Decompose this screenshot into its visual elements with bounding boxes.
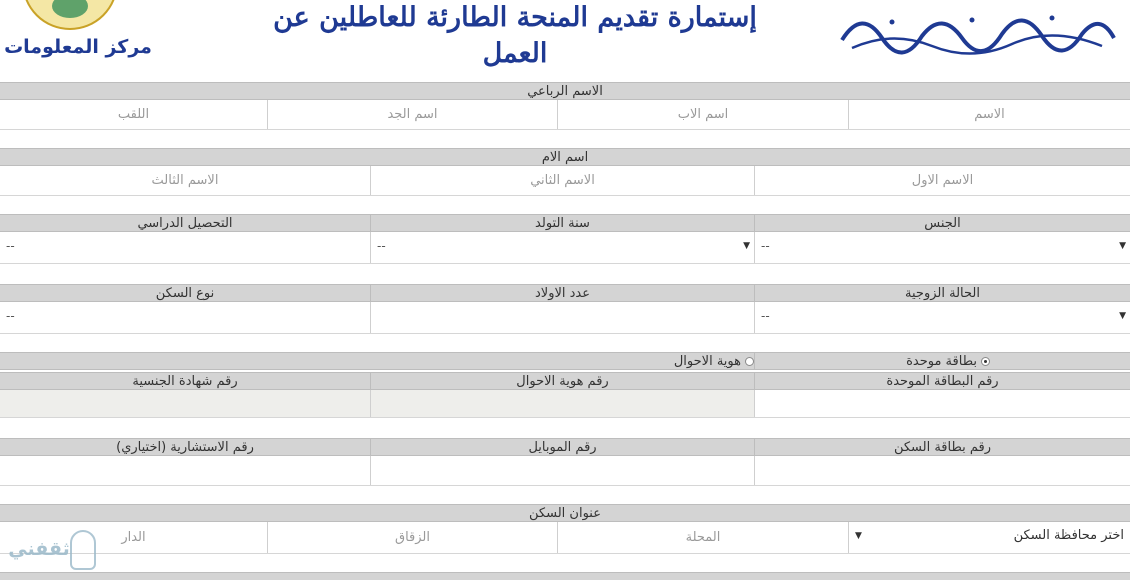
full-name-section-label: الاسم الرباعي — [527, 84, 603, 99]
nationality-cert-number-input[interactable] — [0, 390, 370, 417]
contact-row — [0, 456, 1130, 486]
unified-card-number-wrap — [754, 390, 1130, 417]
residence-card-number-input[interactable] — [755, 456, 1130, 485]
gender-label: الجنس — [754, 215, 1130, 231]
id-type-radio-row — [0, 352, 1130, 370]
surname-input[interactable] — [0, 100, 267, 129]
mother-name-row — [0, 166, 1130, 196]
education-select-value: -- — [6, 239, 15, 253]
mother-second-name-input[interactable] — [371, 166, 754, 195]
education-label: التحصيل الدراسي — [137, 216, 233, 231]
birth-year-select[interactable] — [370, 232, 754, 263]
contact-labels — [0, 438, 1130, 456]
unified-card-number-input[interactable] — [755, 390, 1130, 417]
governorate-chevron-down-icon: ▼ — [855, 531, 862, 541]
next-section-header — [0, 572, 1130, 580]
family-labels — [0, 284, 1130, 302]
mother-third-name-input[interactable] — [0, 166, 370, 195]
ministry-logo — [832, 0, 1122, 58]
info-center-emblem-icon — [22, 0, 118, 30]
residence-row — [0, 522, 1130, 554]
civil-id-radio-label: هوية الاحوال — [673, 354, 741, 369]
demographics-row — [0, 232, 1130, 264]
mobile-number-input[interactable] — [371, 456, 754, 485]
consultancy-number-label: رقم الاستشارية (اختياري) — [116, 440, 254, 455]
grandfather-name-input[interactable] — [268, 100, 557, 129]
surname-field-wrap — [0, 100, 267, 129]
mother-name-section-label: اسم الام — [541, 150, 589, 165]
full-name-row — [0, 100, 1130, 130]
alley-input[interactable] — [268, 522, 557, 553]
residence-section-header — [0, 504, 1130, 522]
first-name-field-wrap — [848, 100, 1130, 129]
gender-select-value: -- — [761, 239, 770, 253]
mother-second-name-wrap — [370, 166, 754, 195]
housing-type-label: نوع السكن — [155, 286, 215, 301]
form-title: إستمارة تقديم المنحة الطارئة للعاطلين عن العمل — [273, 2, 757, 69]
education-select[interactable] — [0, 232, 370, 263]
marital-chevron-down-icon: ▼ — [1119, 311, 1126, 321]
mother-first-name-input[interactable] — [755, 166, 1130, 195]
birth-year-chevron-down-icon: ▼ — [743, 241, 750, 251]
mobile-number-wrap — [370, 456, 754, 485]
housing-type-select[interactable] — [0, 302, 370, 333]
demographics-labels — [0, 214, 1130, 232]
nationality-cert-number-wrap — [0, 390, 370, 417]
mother-name-section-header — [0, 148, 1130, 166]
civil-id-number-wrap — [370, 390, 754, 417]
grandfather-name-field-wrap — [267, 100, 557, 129]
alley-field-wrap — [267, 522, 557, 553]
children-count-label: عدد الاولاد — [370, 285, 754, 301]
civil-id-radio[interactable] — [674, 353, 754, 370]
children-count-field-wrap — [370, 302, 754, 333]
gender-select[interactable] — [754, 232, 1130, 263]
housing-type-select-value: -- — [6, 309, 15, 323]
district-field-wrap — [557, 522, 848, 553]
family-row — [0, 302, 1130, 334]
id-numbers-row — [0, 390, 1130, 418]
marital-status-label: الحالة الزوجية — [754, 285, 1130, 301]
id-numbers-labels — [0, 372, 1130, 390]
info-center-brand — [0, 0, 160, 64]
birth-year-select-value: -- — [377, 239, 386, 253]
father-name-field-wrap — [557, 100, 848, 129]
unified-card-radio-label: بطاقة موحدة — [906, 354, 977, 369]
site-watermark — [4, 528, 100, 578]
nationality-cert-number-label: رقم شهادة الجنسية — [132, 374, 238, 389]
gender-chevron-down-icon: ▼ — [1119, 241, 1126, 251]
unified-card-option-cell — [754, 353, 1130, 369]
birth-year-label: سنة التولد — [370, 215, 754, 231]
mother-first-name-wrap — [754, 166, 1130, 195]
civil-id-option-cell — [0, 353, 754, 369]
first-name-input[interactable] — [849, 100, 1130, 129]
mobile-number-label: رقم الموبايل — [370, 439, 754, 455]
unified-card-radio-dot[interactable] — [981, 357, 990, 366]
father-name-input[interactable] — [558, 100, 848, 129]
unified-card-number-label: رقم البطاقة الموحدة — [754, 373, 1130, 389]
governorate-select[interactable] — [848, 522, 1130, 553]
page-header — [0, 0, 1130, 80]
unified-card-radio[interactable] — [906, 353, 990, 370]
civil-id-number-input[interactable] — [371, 390, 754, 417]
watermark-text: ثقفني — [8, 538, 70, 560]
consultancy-number-input[interactable] — [0, 456, 370, 485]
full-name-section-header — [0, 82, 1130, 100]
marital-status-select[interactable] — [754, 302, 1130, 333]
district-input[interactable] — [558, 522, 848, 553]
children-count-input[interactable] — [371, 302, 754, 333]
residence-section-label: عنوان السكن — [529, 506, 601, 521]
civil-id-number-label: رقم هوية الاحوال — [370, 373, 754, 389]
consultancy-number-wrap — [0, 456, 370, 485]
residence-card-number-wrap — [754, 456, 1130, 485]
ministry-calligraphy-logo — [832, 0, 1122, 58]
info-center-label: مركز المعلومات — [4, 36, 152, 58]
mother-third-name-wrap — [0, 166, 370, 195]
marital-status-select-value: -- — [761, 309, 770, 323]
civil-id-radio-dot[interactable] — [745, 357, 754, 366]
residence-card-number-label: رقم بطاقة السكن — [754, 439, 1130, 455]
governorate-select-value: اختر محافظة السكن — [1013, 528, 1124, 543]
